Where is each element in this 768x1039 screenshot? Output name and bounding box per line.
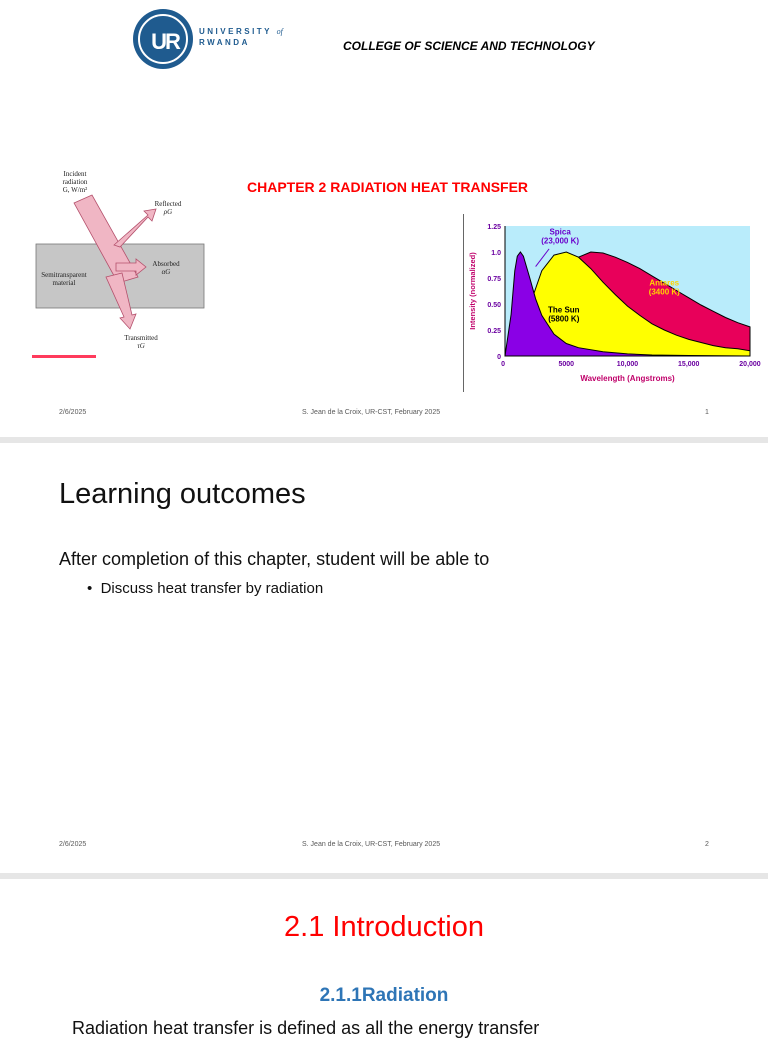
reflected-text: Reflected — [154, 200, 182, 208]
bullet-text: Discuss heat transfer by radiation — [100, 580, 324, 597]
radiation-definition-text: Radiation heat transfer is defined as all the energy transfer — [72, 1018, 540, 1038]
y-axis-title: Intensity (normalized) — [468, 252, 477, 330]
y-tick-label: 1.25 — [487, 224, 501, 231]
learning-outcomes-heading: Learning outcomes — [59, 478, 306, 510]
x-tick-label: 5000 — [558, 361, 575, 368]
series-label-the-sun: The Sun — [548, 305, 580, 315]
reflected-symbol: ρG — [163, 208, 173, 216]
radiation-subtitle: 2.1.1Radiation — [319, 985, 449, 1006]
university-name-line1 — [199, 27, 283, 36]
blackbody-spectra-chart — [463, 214, 768, 392]
absorbed-label — [144, 260, 188, 276]
y-tick-label: 1.0 — [491, 250, 501, 257]
y-tick-label: 0.50 — [487, 302, 501, 309]
x-tick-label: 15,000 — [678, 361, 700, 368]
absorbed-text: Absorbed — [152, 260, 180, 268]
absorbed-symbol: αG — [161, 268, 171, 276]
college-name: COLLEGE OF SCIENCE AND TECHNOLOGY — [343, 39, 595, 53]
chapter-title: CHAPTER 2 RADIATION HEAT TRANSFER — [247, 179, 529, 195]
series-temperature-spica: (23,000 K) — [541, 236, 580, 246]
university-word: UNIVERSITY — [199, 27, 272, 36]
x-axis-title: Wavelength (Angstroms) — [580, 374, 675, 383]
series-temperature-the-sun: (5800 K) — [548, 314, 580, 324]
y-tick-label: 0.25 — [487, 328, 501, 335]
slide-2-page-number: 2 — [705, 841, 709, 848]
material-text-1: Semitransparent — [41, 271, 87, 279]
introduction-title: 2.1 Introduction — [284, 911, 484, 943]
reflected-label — [146, 200, 190, 216]
x-tick-label: 0 — [501, 361, 505, 368]
university-name-line2: RWANDA — [199, 38, 250, 47]
incident-label — [50, 170, 100, 194]
figure-caption-remnant — [32, 355, 96, 358]
incident-text-3: G, W/m² — [62, 186, 88, 194]
learning-outcome-bullet — [87, 580, 323, 597]
incident-text-1: Incident — [63, 170, 87, 178]
x-tick-label: 20,000 — [739, 361, 761, 368]
transmitted-symbol: τG — [137, 342, 145, 350]
incident-text-2: radiation — [62, 178, 88, 186]
slide-2-author: S. Jean de la Croix, UR-CST, February 2025 — [302, 841, 441, 848]
slide-1 — [0, 0, 768, 437]
series-label-spica: Spica — [549, 227, 571, 237]
slide-1-date: 2/6/2025 — [59, 409, 87, 416]
logo-ring — [138, 14, 188, 64]
transmitted-text: Transmitted — [124, 334, 158, 342]
material-text-2: material — [52, 279, 76, 287]
slide-3 — [0, 879, 768, 1038]
transmitted-label — [116, 334, 166, 350]
university-logo — [133, 9, 193, 69]
university-of: of — [276, 27, 283, 36]
y-tick-label: 0.75 — [487, 276, 501, 283]
slide-2 — [0, 443, 768, 873]
slide-2-date: 2/6/2025 — [59, 841, 87, 848]
x-tick-label: 10,000 — [616, 361, 639, 368]
slide-1-author: S. Jean de la Croix, UR-CST, February 2025 — [302, 409, 441, 416]
series-temperature-antares: (3400 K) — [648, 287, 680, 297]
material-label — [34, 271, 94, 287]
slide-1-page-number: 1 — [705, 409, 709, 416]
learning-outcomes-intro: After completion of this chapter, student will be able to — [59, 549, 490, 569]
bullet-dot: • — [87, 580, 101, 597]
logo-monogram: UR — [151, 29, 179, 54]
series-label-antares: Antares — [649, 278, 680, 288]
y-tick-label: 0 — [497, 354, 501, 361]
